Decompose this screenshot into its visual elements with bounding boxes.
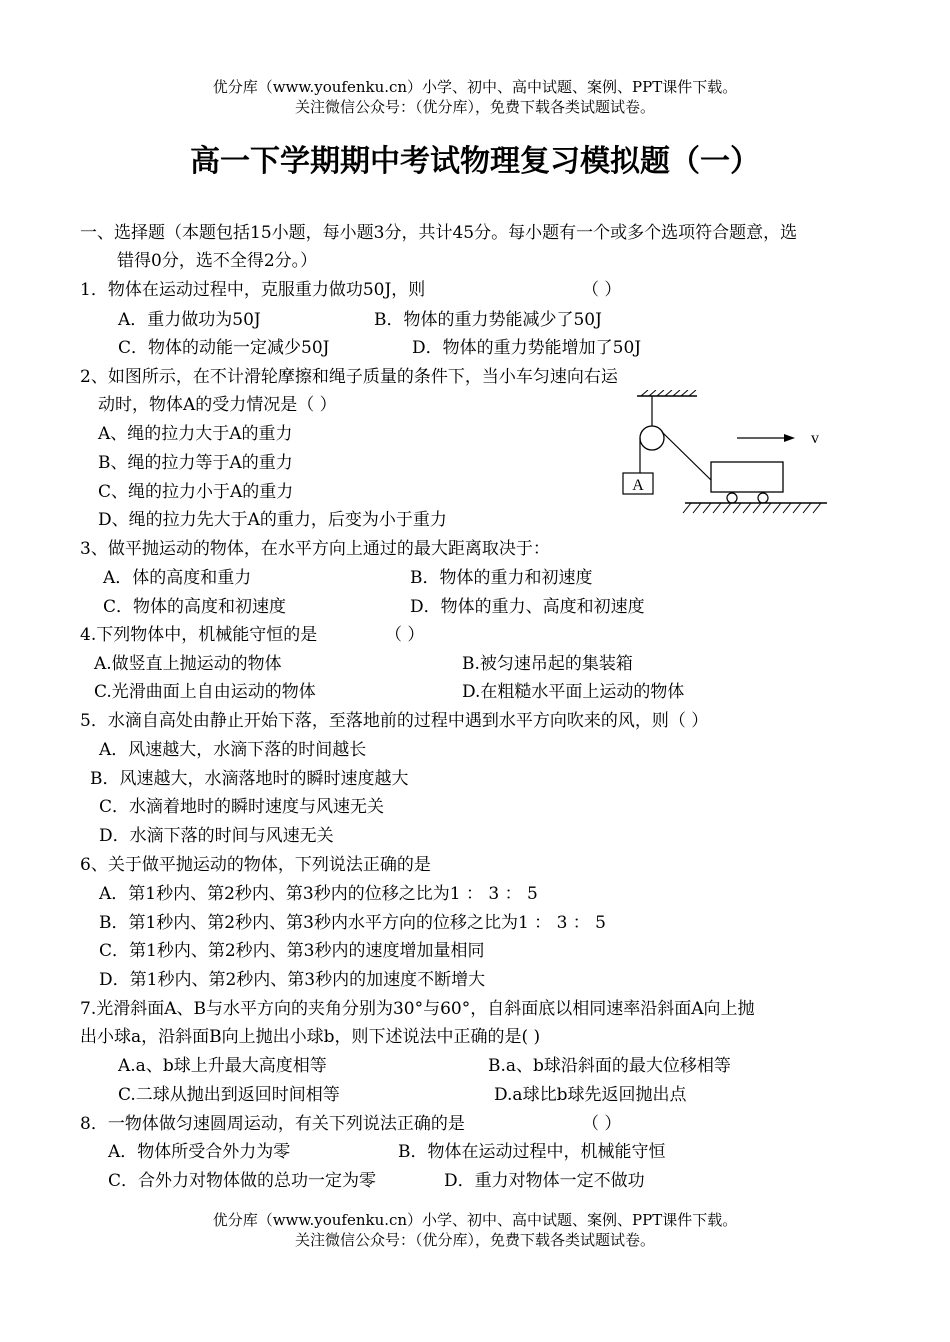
q7-stem-cont: 出小球a，沿斜面B向上抛出小球b，则下述说法中正确的是( ) xyxy=(80,1027,541,1047)
q7-option-a: A.a、b球上升最大高度相等 xyxy=(118,1056,327,1076)
q2-stem: 2、如图所示，在不计滑轮摩擦和绳子质量的条件下，当小车匀速向右运 xyxy=(80,367,618,387)
q8-answer-bracket: （ ） xyxy=(582,1114,622,1134)
header-line-2: 关注微信公众号：（优分库），免费下载各类试题试卷。 xyxy=(294,98,655,116)
section-heading: 一、选择题（本题包括15小题，每小题3分，共计45分。每小题有一个或多个选项符合题意，选 xyxy=(80,223,798,243)
q4-option-b: B.被匀速吊起的集装箱 xyxy=(462,654,633,674)
q4-option-d: D.在粗糙水平面上运动的物体 xyxy=(462,682,685,702)
q8-option-c: C．合外力对物体做的总功一定为零 xyxy=(108,1171,377,1191)
q2-option-b: B、绳的拉力等于A的重力 xyxy=(98,453,293,473)
pulley-cart-diagram xyxy=(615,390,835,522)
q5-option-b: B．风速越大，水滴落地时的瞬时速度越大 xyxy=(90,769,409,789)
q3-option-c: C．物体的高度和初速度 xyxy=(103,597,287,617)
q4-answer-bracket: （ ） xyxy=(385,625,425,645)
footer-line-2: 关注微信公众号：（优分库），免费下载各类试题试卷。 xyxy=(294,1231,655,1249)
q8-option-d: D．重力对物体一定不做功 xyxy=(444,1171,645,1191)
q5-stem: 5．水滴自高处由静止开始下落，至落地前的过程中遇到水平方向吹来的风，则（ ） xyxy=(80,711,709,731)
q1-answer-bracket: （ ） xyxy=(582,280,622,300)
q6-stem: 6、关于做平抛运动的物体，下列说法正确的是 xyxy=(80,855,431,875)
q2-stem-cont: 动时，物体A的受力情况是（ ） xyxy=(98,395,337,415)
q3-option-d: D．物体的重力、高度和初速度 xyxy=(410,597,645,617)
q8-stem: 8．一物体做匀速圆周运动，有关下列说法正确的是 xyxy=(80,1114,465,1134)
pulley-icon xyxy=(640,426,664,450)
q6-option-b: B．第1秒内、第2秒内、第3秒内水平方向的位移之比为1 ： 3 ： 5 xyxy=(99,913,607,933)
q7-stem: 7.光滑斜面A、B与水平方向的夹角分别为30°与60°，自斜面底以相同速率沿斜面A向上抛 xyxy=(80,999,755,1019)
q3-stem: 3、做平抛运动的物体，在水平方向上通过的最大距离取决于： xyxy=(80,539,550,559)
footer-line-1: 优分库（www.youfenku.cn）小学、初中、高中试题、案例、PPT课件下载。 xyxy=(212,1211,738,1229)
cart-body xyxy=(711,462,783,492)
header-line-1: 优分库（www.youfenku.cn）小学、初中、高中试题、案例、PPT课件下载。 xyxy=(212,78,738,96)
q1-option-a: A．重力做功为50J xyxy=(118,310,261,330)
q4-stem: 4.下列物体中，机械能守恒的是 xyxy=(80,625,318,645)
q1-option-c: C．物体的动能一定减少50J xyxy=(118,338,330,358)
page-title: 高一下学期期中考试物理复习模拟题（一） xyxy=(190,144,760,179)
q4-option-a: A.做竖直上抛运动的物体 xyxy=(94,654,282,674)
cart-wheel-icon xyxy=(727,493,737,503)
section-heading-cont: 错得0分，选不全得2分。） xyxy=(117,251,318,271)
q5-option-a: A．风速越大，水滴下落的时间越长 xyxy=(99,740,367,760)
q1-option-b: B．物体的重力势能减少了50J xyxy=(374,310,602,330)
q5-option-d: D．水滴下落的时间与风速无关 xyxy=(99,826,334,846)
q3-option-a: A．体的高度和重力 xyxy=(103,568,252,588)
q3-option-b: B．物体的重力和初速度 xyxy=(410,568,593,588)
q5-option-c: C．水滴着地时的瞬时速度与风速无关 xyxy=(99,797,385,817)
q7-option-b: B.a、b球沿斜面的最大位移相等 xyxy=(488,1056,731,1076)
cart-wheel-icon xyxy=(758,493,768,503)
q2-option-c: C、绳的拉力小于A的重力 xyxy=(98,482,294,502)
q4-option-c: C.光滑曲面上自由运动的物体 xyxy=(94,682,316,702)
q6-option-d: D．第1秒内、第2秒内、第3秒内的加速度不断增大 xyxy=(99,970,486,990)
q6-option-a: A．第1秒内、第2秒内、第3秒内的位移之比为1 ： 3 ： 5 xyxy=(99,884,538,904)
q7-option-d: D.a球比b球先返回抛出点 xyxy=(494,1085,687,1105)
q1-option-d: D．物体的重力势能增加了50J xyxy=(412,338,642,358)
q7-option-c: C.二球从抛出到返回时间相等 xyxy=(118,1085,340,1105)
q2-option-a: A、绳的拉力大于A的重力 xyxy=(98,424,293,444)
q2-option-d: D、绳的拉力先大于A的重力，后变为小于重力 xyxy=(98,510,447,530)
q6-option-c: C．第1秒内、第2秒内、第3秒内的速度增加量相同 xyxy=(99,941,485,961)
block-a-label: A xyxy=(632,477,644,494)
velocity-label: v xyxy=(811,430,819,447)
q1-stem: 1．物体在运动过程中，克服重力做功50J，则 xyxy=(80,280,426,300)
q8-option-b: B．物体在运动过程中，机械能守恒 xyxy=(398,1142,666,1162)
q8-option-a: A．物体所受合外力为零 xyxy=(108,1142,291,1162)
